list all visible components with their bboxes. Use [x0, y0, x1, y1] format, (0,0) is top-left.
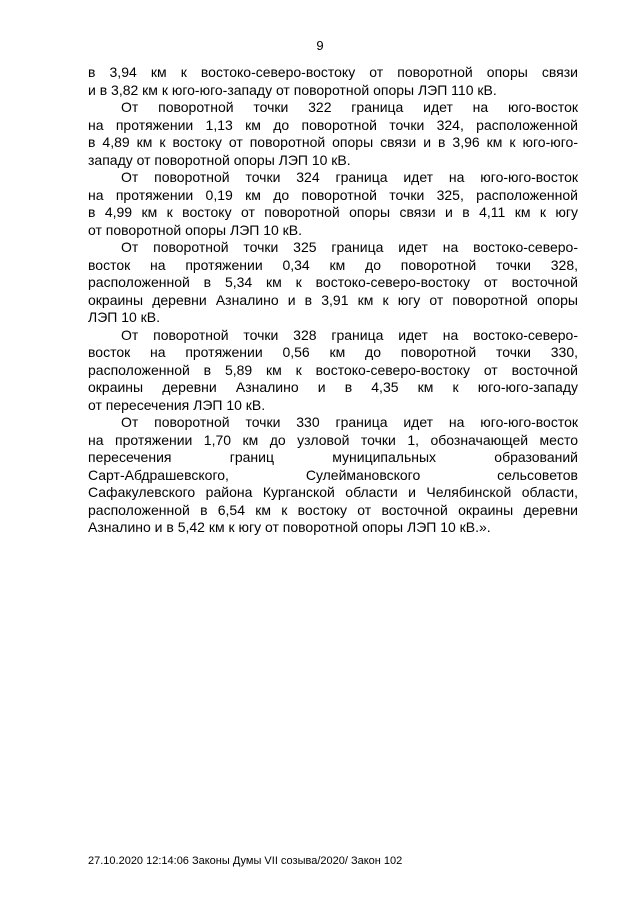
text-line: Сарт-Абдрашевского, Сулеймановского сельсоветов — [88, 466, 578, 483]
text-line: От поворотной точки 328 граница идет на востоко-северо- — [121, 326, 578, 343]
text-line: Азналино и в 5,42 км к югу от поворотной опоры ЛЭП 10 кВ.». — [88, 519, 491, 535]
text-line: От поворотной точки 322 граница идет на юго-восток — [121, 99, 578, 115]
text-line: расположенной в 5,34 км к востоко-северо-востоку от восточной — [88, 274, 578, 290]
text-line: в 4,99 км к востоку от поворотной опоры связи и в 4,11 км к югу — [88, 204, 578, 220]
text-line: на протяжении 0,19 км до поворотной точки 325, расположенной — [88, 186, 578, 203]
text-line: От поворотной точки 324 граница идет на юго-юго-восток — [121, 169, 578, 185]
document-footer: 27.10.2020 12:14:06 Законы Думы VII созыва/2020/ Закон 102 — [88, 855, 403, 867]
text-line: на протяжении 1,70 км до узловой точки 1, обозначающей место — [88, 431, 578, 448]
text-line: От поворотной точки 330 граница идет на юго-юго-восток — [121, 414, 578, 430]
text-line: расположенной в 5,89 км к востоко-северо-востоку от восточной — [88, 361, 578, 378]
text-line: восток на протяжении 0,56 км до поворотной точки 330, — [88, 344, 578, 360]
text-line: ЛЭП 10 кВ. — [88, 309, 161, 325]
paragraph — [88, 239, 578, 327]
text-line: восток на протяжении 0,34 км до поворотной точки 328, — [88, 256, 578, 273]
text-line: От поворотной точки 325 граница идет на востоко-северо- — [121, 239, 578, 255]
text-line: в 4,89 км к востоку от поворотной опоры связи и в 3,96 км к юго-юго- — [88, 134, 578, 150]
paragraph — [88, 327, 578, 415]
text-line: пересечения границ муниципальных образований — [88, 449, 578, 465]
text-line: западу от поворотной опоры ЛЭП 10 кВ. — [88, 151, 351, 168]
paragraph — [88, 414, 578, 537]
text-line: расположенной в 6,54 км к востоку от восточной окраины деревни — [88, 501, 578, 518]
text-line: окраины деревни Азналино и в 3,91 км к югу от поворотной опоры — [88, 291, 578, 308]
document-body — [88, 64, 578, 537]
page-number: 9 — [316, 38, 324, 53]
paragraph — [88, 169, 578, 239]
paragraph — [88, 64, 578, 99]
text-line: окраины деревни Азналино и в 4,35 км к юго-юго-западу — [88, 379, 578, 395]
text-line: на протяжении 1,13 км до поворотной точки 324, расположенной — [88, 116, 578, 133]
text-line: в 3,94 км к востоко-северо-востоку от поворотной опоры связи — [88, 64, 578, 80]
text-line: от пересечения ЛЭП 10 кВ. — [88, 396, 266, 413]
paragraph — [88, 99, 578, 169]
text-line: и в 3,82 км к юго-юго-западу от поворотной опоры ЛЭП 110 кВ. — [88, 81, 497, 98]
text-line: от поворотной опоры ЛЭП 10 кВ. — [88, 221, 303, 238]
text-line: Сафакулевского района Курганской области и Челябинской области, — [88, 484, 578, 500]
